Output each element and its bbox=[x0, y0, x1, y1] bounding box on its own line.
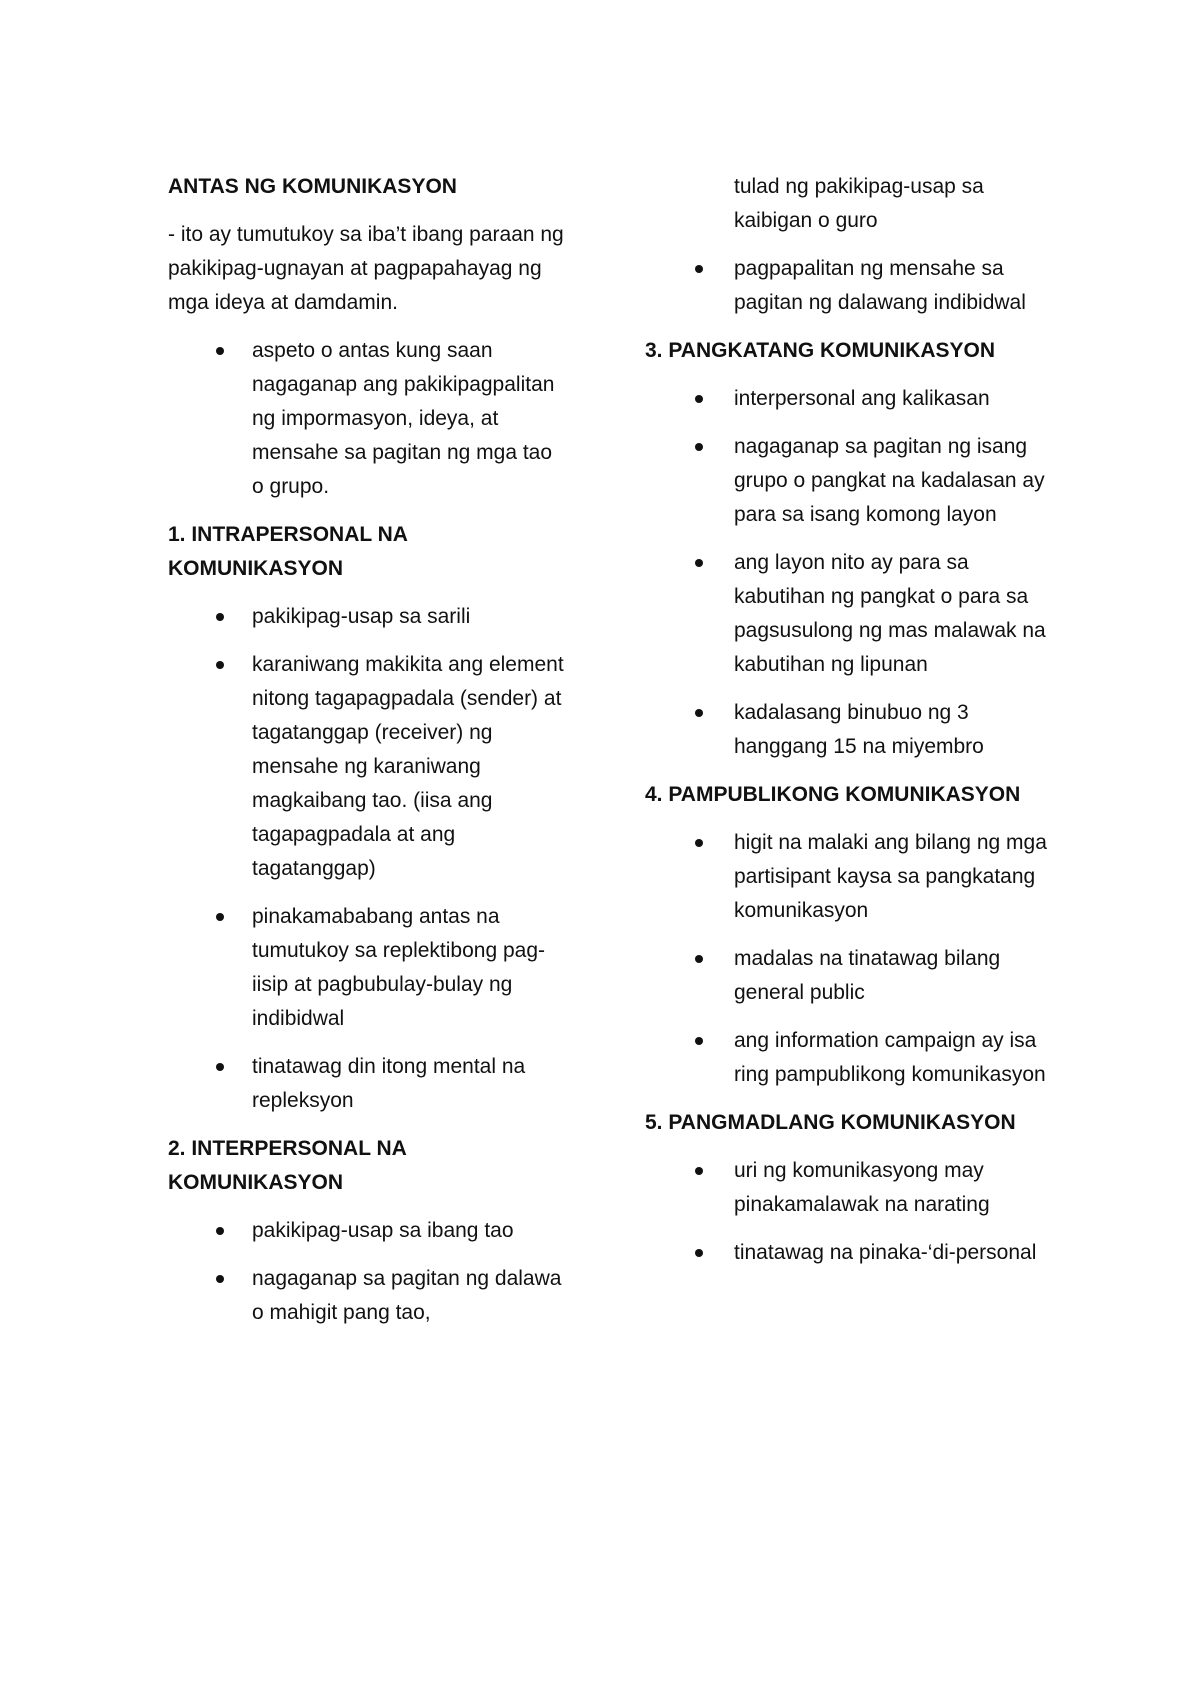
list-item: ang layon nito ay para sa kabutihan ng pangkat o para sa pagsusulong ng mas malawak na kabutihan ng lipunan bbox=[645, 546, 1065, 682]
bullet-icon bbox=[695, 1037, 703, 1045]
pangkatang-bullet-list bbox=[645, 382, 1065, 764]
document-title: ANTAS NG KOMUNIKASYON bbox=[168, 175, 457, 198]
interpersonal-continuation: tulad ng pakikipag-usap sa kaibigan o guro bbox=[734, 175, 984, 232]
bullet-icon bbox=[216, 347, 224, 355]
bullet-icon bbox=[216, 613, 224, 621]
interpersonal-bullet-list bbox=[168, 1214, 568, 1330]
list-item: aspeto o antas kung saan nagaganap ang pakikipagpalitan ng impormasyon, ideya, at mensahe sa pagitan ng mga tao o grupo. bbox=[168, 334, 568, 504]
list-item: pagpapalitan ng mensahe sa pagitan ng dalawang indibidwal bbox=[645, 252, 1065, 320]
section-heading-pangkatang: 3. PANGKATANG KOMUNIKASYON bbox=[645, 339, 996, 362]
section-heading-intrapersonal: 1. INTRAPERSONAL NA KOMUNIKASYON bbox=[168, 523, 408, 580]
pampubliko-bullet-list bbox=[645, 826, 1065, 1092]
bullet-icon bbox=[216, 1275, 224, 1283]
right-column bbox=[645, 170, 1065, 1284]
intro-paragraph: - ito ay tumutukoy sa iba’t ibang paraan ng pakikipag-ugnayan at pagpapahayag ng mga ideya at damdamin. bbox=[168, 223, 564, 314]
list-item: pakikipag-usap sa sarili bbox=[168, 600, 568, 634]
bullet-icon bbox=[695, 443, 703, 451]
bullet-icon bbox=[216, 661, 224, 669]
left-column bbox=[168, 170, 568, 1344]
list-item: nagaganap sa pagitan ng isang grupo o pangkat na kadalasan ay para sa isang komong layon bbox=[645, 430, 1065, 532]
list-item: kadalasang binubuo ng 3 hanggang 15 na miyembro bbox=[645, 696, 1065, 764]
bullet-icon bbox=[695, 1167, 703, 1175]
list-item: tinatawag na pinaka-‘di-personal bbox=[645, 1236, 1065, 1270]
bullet-icon bbox=[695, 1249, 703, 1257]
list-item: karaniwang makikita ang element nitong tagapagpadala (sender) at tagatanggap (receiver) ng mensahe ng karaniwang magkaibang tao. (iisa ang tagapagpadala at ang tagatanggap) bbox=[168, 648, 568, 886]
intrapersonal-bullet-list bbox=[168, 600, 568, 1118]
pangmadlang-bullet-list bbox=[645, 1154, 1065, 1270]
bullet-icon bbox=[695, 839, 703, 847]
bullet-icon bbox=[216, 913, 224, 921]
list-item: pakikipag-usap sa ibang tao bbox=[168, 1214, 568, 1248]
list-item: nagaganap sa pagitan ng dalawa o mahigit pang tao, bbox=[168, 1262, 568, 1330]
list-item: higit na malaki ang bilang ng mga partisipant kaysa sa pangkatang komunikasyon bbox=[645, 826, 1065, 928]
interpersonal-bullet-list-continued bbox=[645, 252, 1065, 320]
bullet-icon bbox=[695, 395, 703, 403]
section-heading-interpersonal: 2. INTERPERSONAL NA KOMUNIKASYON bbox=[168, 1137, 407, 1194]
intro-bullet-list bbox=[168, 334, 568, 504]
list-item: ang information campaign ay isa ring pampublikong komunikasyon bbox=[645, 1024, 1065, 1092]
bullet-icon bbox=[695, 559, 703, 567]
bullet-icon bbox=[216, 1063, 224, 1071]
list-item: madalas na tinatawag bilang general public bbox=[645, 942, 1065, 1010]
bullet-icon bbox=[695, 265, 703, 273]
list-item: pinakamababang antas na tumutukoy sa replektibong pag-iisip at pagbubulay-bulay ng indibidwal bbox=[168, 900, 568, 1036]
bullet-icon bbox=[216, 1227, 224, 1235]
bullet-icon bbox=[695, 955, 703, 963]
section-heading-pampubliko: 4. PAMPUBLIKONG KOMUNIKASYON bbox=[645, 783, 1021, 806]
list-item: tinatawag din itong mental na repleksyon bbox=[168, 1050, 568, 1118]
bullet-icon bbox=[695, 709, 703, 717]
section-heading-pangmadlang: 5. PANGMADLANG KOMUNIKASYON bbox=[645, 1111, 1016, 1134]
list-item: interpersonal ang kalikasan bbox=[645, 382, 1065, 416]
list-item: uri ng komunikasyong may pinakamalawak na narating bbox=[645, 1154, 1065, 1222]
